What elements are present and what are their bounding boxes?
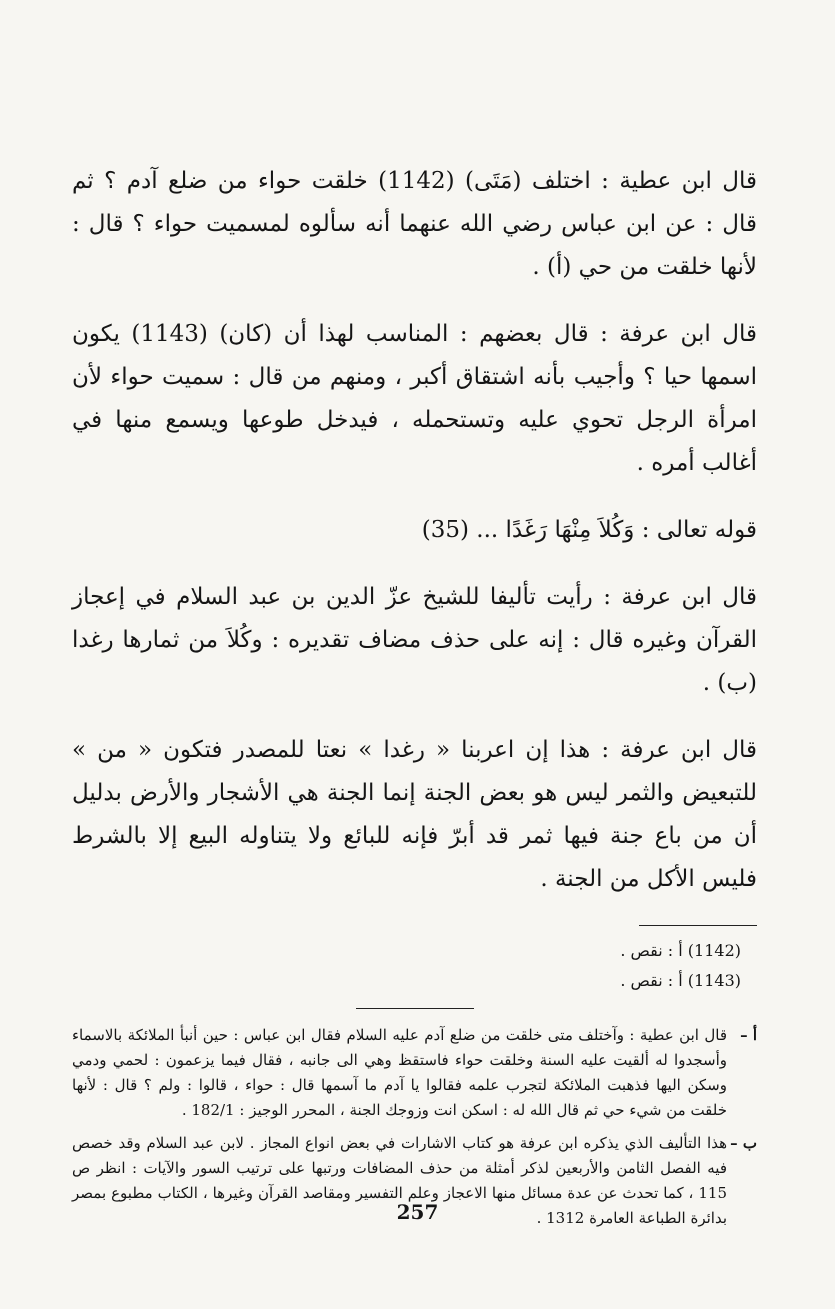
paragraph-1: قال ابن عطية : اختلف (مَتَى) (1142) خلقت حواء من ضلع آدم ؟ ثم قال : عن ابن عباس رضي الله عنهما أنه سألوه لمسميت حواء ؟ قال : لأنها خلقت من حي (أ) . bbox=[72, 168, 758, 280]
quran-verse: قوله تعالى : وَكُلاَ مِنْهَا رَغَدًا ... (35) bbox=[421, 517, 757, 543]
page-number: 257 bbox=[396, 1200, 439, 1224]
footnote-text: قال ابن عطية : وآختلف متى خلقت من ضلع آدم عليه السلام فقال ابن عباس : حين أنبأ الملائكة بالاسماء وأسجدوا له ألقيت عليه السنة وخلقت حواء فاستقظ وهي الى جانبه ، فقال فيما يزعمون : لحمي ودمي وسكن اليها فذهبت الملائكة لتجرب علمه فقالوا يا آدم ما آسمها قال : حواء ، قالوا : ولم ؟ قال : لأنها خلقت من شيء حي ثم قال الله له : اسكن انت وزوجك الجنة ، المحرر الوجيز : 182/1 . bbox=[72, 1026, 727, 1119]
paragraph-5: قال ابن عرفة : هذا إن اعربنا « رغدا » نعتا للمصدر فتكون « من » للتبعيض والثمر ليس هو بعض الجنة إنما الجنة هي الأشجار والأرض بدليل أن من باع جنة فيها ثمر قد أبرّ فإنه للبائع ولا يتناوله البيع إلا بالشرط فليس الأكل من الجنة . bbox=[72, 737, 757, 892]
footnote-alif bbox=[72, 1023, 757, 1123]
footnote-text: هذا التأليف الذي يذكره ابن عرفة هو كتاب الاشارات في بعض انواع المجاز . لابن عبد السلام وقد خصص فيه الفصل الثامن والأربعين لذكر أمثلة من حذف المضافات ورتبها على ترتيب السور والآيات : انظر ص 115 ، كما تحدث عن عدة مسائل منها الاعجاز وعلم التفسير ومقاصد القرآن وغيرها ، الكتاب مطبوع بمصر بدائرة الطباعة العامرة 1312 . bbox=[72, 1134, 727, 1227]
notes-divider bbox=[639, 925, 757, 926]
footnote-mark: أ – bbox=[740, 1026, 757, 1044]
footnotes-divider bbox=[356, 1008, 474, 1009]
paragraph-4: قال ابن عرفة : رأيت تأليفا للشيخ عزّ الدين بن عبد السلام في إعجاز القرآن وغيره قال : إنه على حذف مضاف تقديره : وكُلاَ من ثمارها رغدا (ب) . bbox=[72, 584, 757, 696]
main-text bbox=[72, 160, 757, 901]
variant-notes bbox=[72, 936, 757, 996]
footnote-mark: ب – bbox=[730, 1134, 757, 1152]
paragraph-2: قال ابن عرفة : قال بعضهم : المناسب لهذا أن (كان) (1143) يكون اسمها حيا ؟ وأجيب بأنه اشتقاق أكبر ، ومنهم من قال : سميت حواء لأن امرأة الرجل تحوي عليه وتستحمله ، فيدخل طوعها ويسمع منها في أغالب أمره . bbox=[72, 321, 757, 476]
variant-note-1143: (1143) أ : نقص . bbox=[620, 971, 741, 990]
variant-note-1142: (1142) أ : نقص . bbox=[620, 941, 741, 960]
